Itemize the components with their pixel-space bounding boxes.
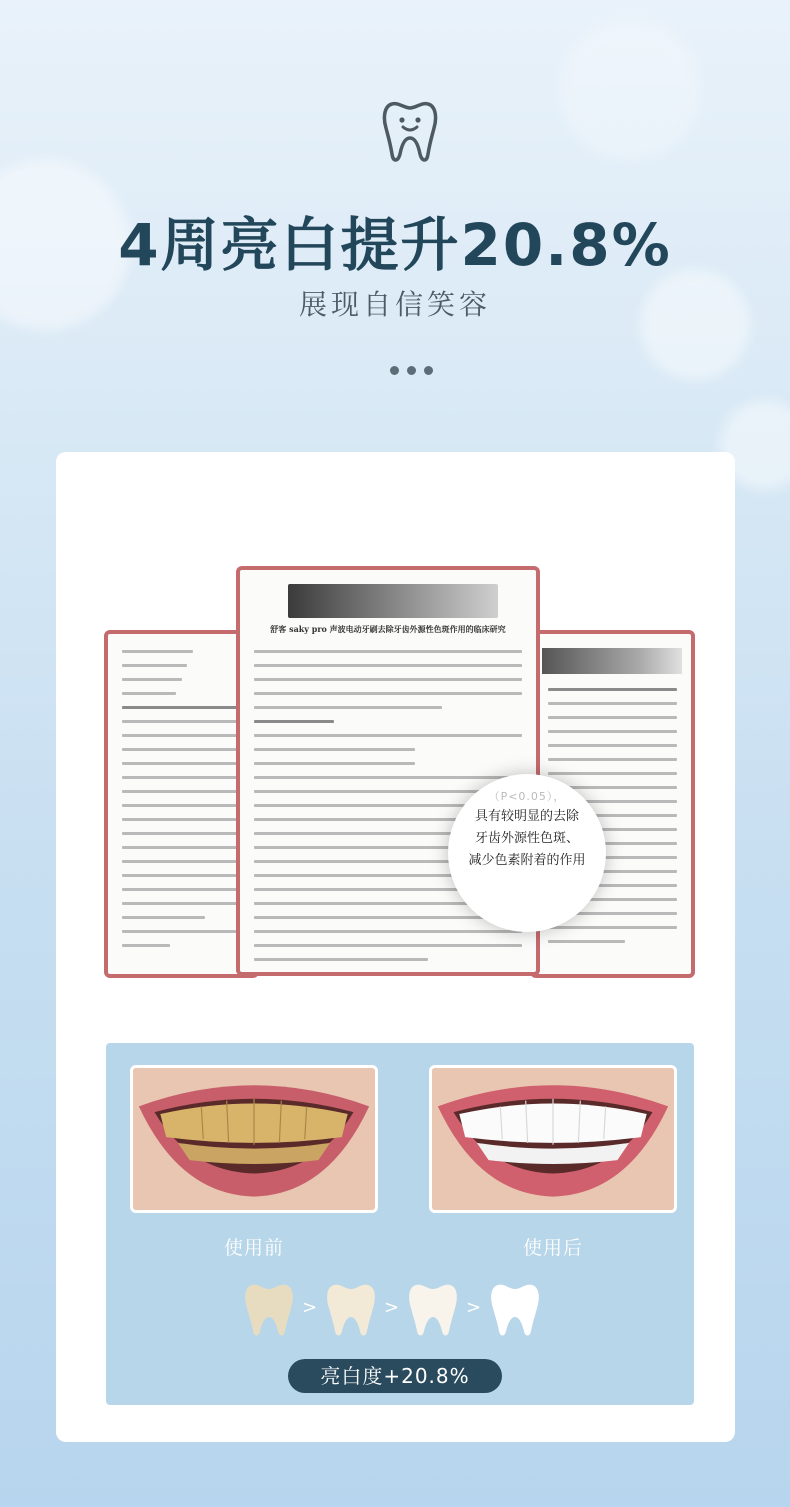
magnifier-callout [448,774,606,932]
magnified-line: 牙齿外源性色斑、 [474,831,579,846]
tooth-shade-icon [406,1281,460,1337]
brightness-badge: 亮白度+20.8% [288,1359,502,1393]
research-documents [56,452,735,1012]
journal-header-image [542,648,682,674]
smiling-tooth-icon [380,98,440,166]
tooth-shade-icon [488,1281,542,1337]
shade-separator: > [466,1297,482,1318]
before-teeth-photo [130,1065,378,1213]
magnified-line: 具有较明显的去除 [474,809,579,824]
document-title: 舒客 saky pro 声波电动牙刷去除牙齿外源性色斑作用的临床研究 [270,624,506,634]
journal-header-image [288,584,498,618]
shade-scale [242,1281,562,1341]
shade-separator: > [384,1297,400,1318]
page-title: 4周亮白提升20.8% [118,211,672,279]
before-after-comparison [106,1043,694,1405]
document-text-lines [122,650,241,958]
header [0,0,790,420]
magnified-line: 减少色素附着的作用 [468,853,586,868]
after-label: 使用后 [522,1237,583,1259]
decorative-dots [390,366,433,375]
content-card [56,452,735,1442]
shade-separator: > [302,1297,318,1318]
before-label: 使用前 [223,1237,284,1259]
tooth-shade-icon [324,1281,378,1337]
page-subtitle: 展现自信笑容 [298,288,491,321]
after-teeth-photo [429,1065,677,1213]
magnified-faded-text: （P<0.05）， [488,790,566,803]
tooth-shade-icon [242,1281,296,1337]
